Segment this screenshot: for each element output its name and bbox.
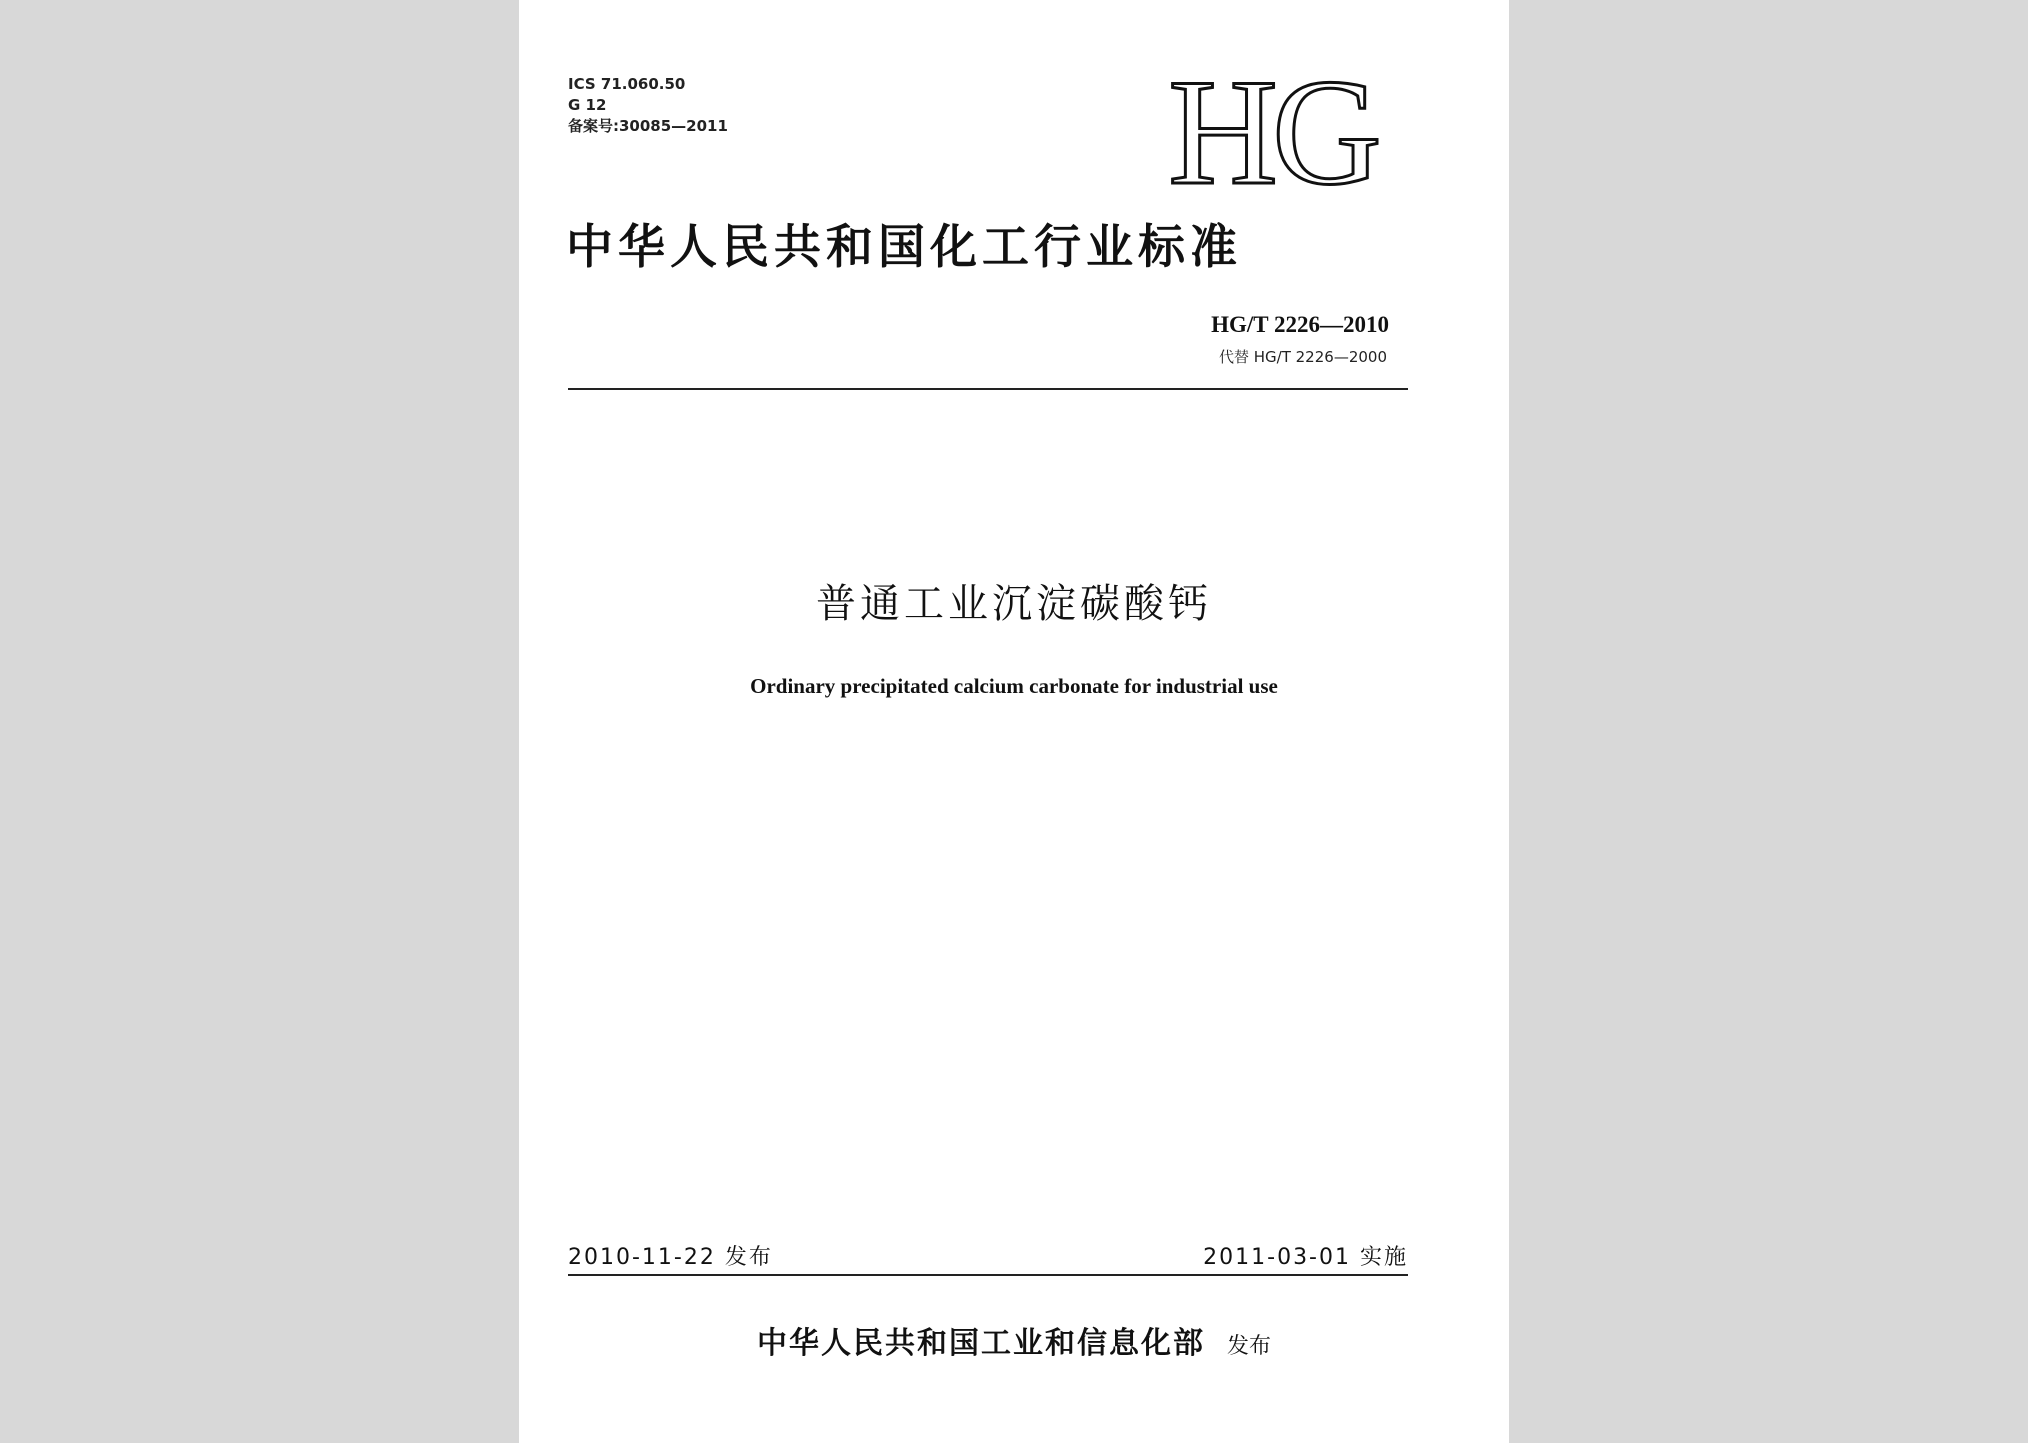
publisher-suffix: 发布	[1226, 1334, 1271, 1359]
standard-number: HG/T 2226—2010	[1211, 312, 1389, 337]
hg-logo	[1159, 60, 1385, 200]
document-page	[519, 0, 1509, 1443]
org-title: 中华人民共和国化工行业标准	[566, 220, 1242, 275]
ccs-code: G 12	[568, 96, 607, 114]
filing-number: 备案号:30085—2011	[568, 117, 728, 135]
publisher-line	[519, 1318, 1509, 1362]
implementation-date: 2011-03-01 实施	[1203, 1245, 1408, 1270]
publisher-name: 中华人民共和国工业和信息化部	[756, 1326, 1205, 1361]
document-title-cn: 普通工业沉淀碳酸钙	[816, 581, 1212, 627]
footer-divider	[568, 1274, 1408, 1276]
issue-date: 2010-11-22 发布	[568, 1245, 773, 1270]
hg-logo-text: HG	[1168, 60, 1376, 200]
classification-block	[568, 74, 728, 137]
document-title-en: Ordinary precipitated calcium carbonate for industrial use	[750, 674, 1278, 698]
ics-code: ICS 71.060.50	[568, 75, 686, 93]
standard-replaces: 代替 HG/T 2226—2000	[1218, 348, 1387, 366]
header-divider	[568, 388, 1408, 390]
